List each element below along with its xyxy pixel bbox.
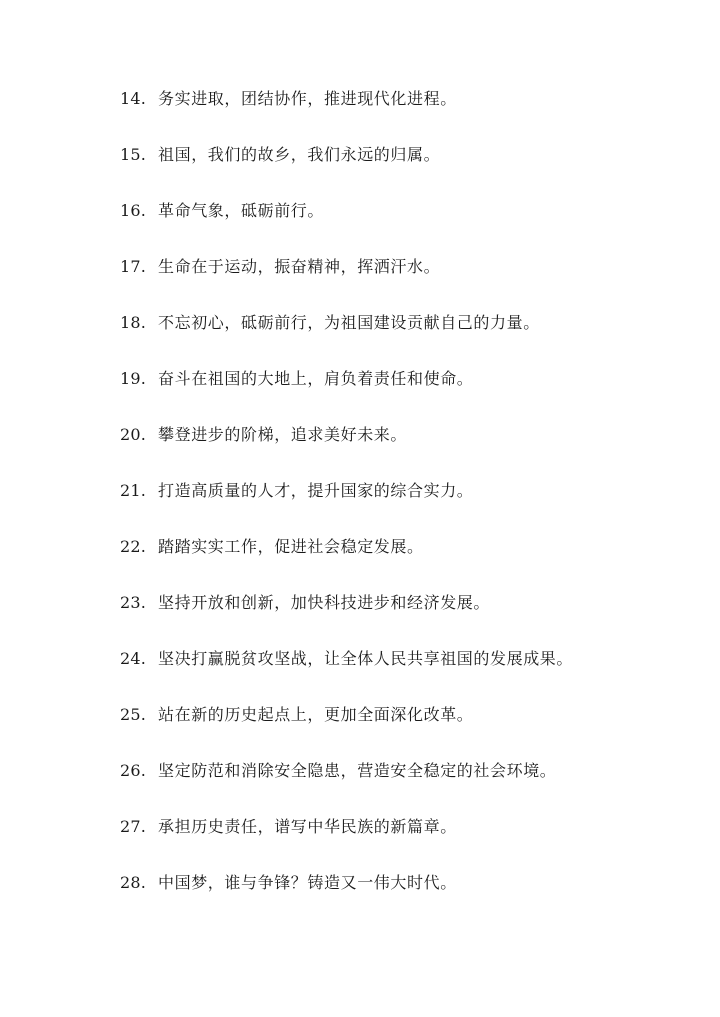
item-number: 26. [120,761,147,780]
list-item [120,198,573,254]
item-text: 革命气象，砥砺前行。 [158,201,325,220]
item-text: 坚持开放和创新，加快科技进步和经济发展。 [158,593,491,612]
item-number: 28. [120,873,147,892]
item-text: 攀登进步的阶梯，追求美好未来。 [158,425,408,444]
list-item [120,870,573,926]
list-item [120,534,573,590]
item-number: 27. [120,817,147,836]
item-text: 打造高质量的人才，提升国家的综合实力。 [158,481,474,500]
item-number: 15. [120,145,147,164]
list-item [120,702,573,758]
list-item [120,646,573,702]
list-item [120,814,573,870]
list-item [120,254,573,310]
list-item [120,478,573,534]
item-number: 20. [120,425,147,444]
list-item [120,422,573,478]
item-number: 19. [120,369,147,388]
list-item [120,366,573,422]
item-text: 务实进取，团结协作，推进现代化进程。 [158,89,457,108]
item-text: 奋斗在祖国的大地上，肩负着责任和使命。 [158,369,474,388]
item-text: 坚定防范和消除安全隐患，营造安全稳定的社会环境。 [158,761,557,780]
item-text: 祖国，我们的故乡，我们永远的归属。 [158,145,441,164]
list-item [120,758,573,814]
item-text: 生命在于运动，振奋精神，挥洒汗水。 [158,257,441,276]
item-number: 14. [120,89,147,108]
item-number: 22. [120,537,147,556]
item-number: 25. [120,705,147,724]
item-number: 23. [120,593,147,612]
item-number: 21. [120,481,147,500]
item-number: 24. [120,649,147,668]
list-item [120,86,573,142]
slogan-list [120,86,573,926]
item-text: 不忘初心，砥砺前行，为祖国建设贡献自己的力量。 [158,313,540,332]
item-text: 坚决打赢脱贫攻坚战，让全体人民共享祖国的发展成果。 [158,649,574,668]
item-text: 中国梦，谁与争锋？铸造又一伟大时代。 [158,873,457,892]
item-number: 17. [120,257,147,276]
item-text: 承担历史责任，谱写中华民族的新篇章。 [158,817,457,836]
list-item [120,310,573,366]
item-number: 16. [120,201,147,220]
item-text: 站在新的历史起点上，更加全面深化改革。 [158,705,474,724]
list-item [120,142,573,198]
item-number: 18. [120,313,147,332]
item-text: 踏踏实实工作，促进社会稳定发展。 [158,537,424,556]
list-item [120,590,573,646]
